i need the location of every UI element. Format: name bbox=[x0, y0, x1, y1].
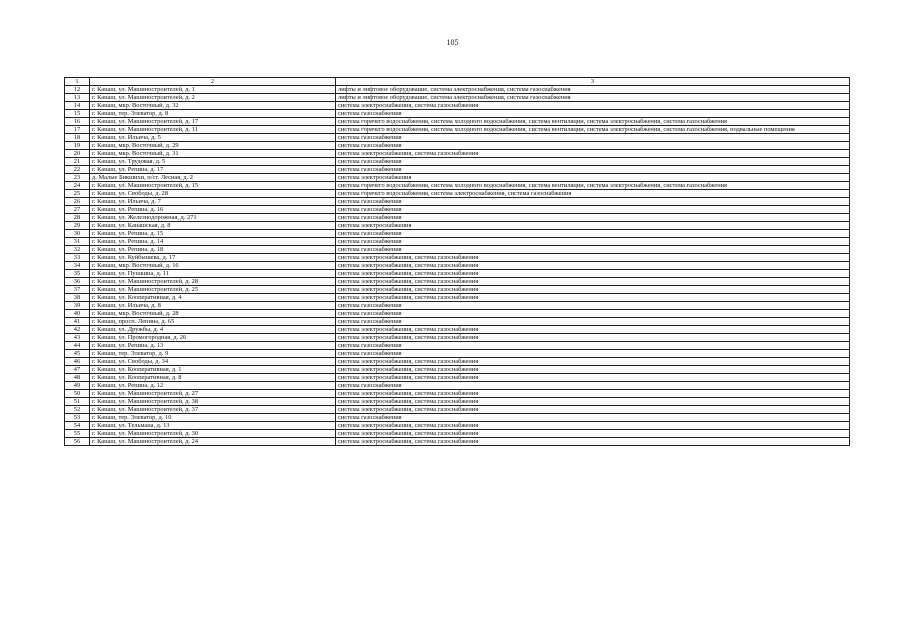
systems-cell: система электроснабжения, система газоснабжения bbox=[336, 102, 850, 110]
systems-cell: система электроснабжения, система газоснабжения bbox=[336, 286, 850, 294]
table-row bbox=[65, 302, 850, 310]
address-cell: г. Канаш, ул. Дружбы, д. 4 bbox=[90, 326, 336, 334]
row-number: 24 bbox=[65, 182, 90, 190]
row-number: 14 bbox=[65, 102, 90, 110]
row-number: 15 bbox=[65, 110, 90, 118]
page-number: 105 bbox=[446, 38, 459, 47]
address-cell: г. Канаш, ул. Машиностроителей, д. 11 bbox=[90, 126, 336, 134]
address-cell: г. Канаш, ул. Машиностроителей, д. 17 bbox=[90, 118, 336, 126]
header-col-3: 3 bbox=[336, 78, 850, 86]
address-cell: г. Канаш, ул. Кооперативная, д. 4 bbox=[90, 294, 336, 302]
table-row bbox=[65, 118, 850, 126]
address-cell: г. Канаш, ул. Репина, д. 18 bbox=[90, 246, 336, 254]
systems-cell: система газоснабжения bbox=[336, 206, 850, 214]
row-number: 21 bbox=[65, 158, 90, 166]
row-number: 54 bbox=[65, 422, 90, 430]
address-cell: г. Канаш, ул. Трудовая, д. 5 bbox=[90, 158, 336, 166]
systems-cell: система газоснабжения bbox=[336, 310, 850, 318]
table-row bbox=[65, 398, 850, 406]
address-cell: д. Малые Бикшихи, п/ст. Лесная, д. 2 bbox=[90, 174, 336, 182]
systems-cell: система электроснабжения, система газоснабжения bbox=[336, 326, 850, 334]
row-number: 20 bbox=[65, 150, 90, 158]
table-row bbox=[65, 174, 850, 182]
address-cell: г. Канаш, ул. Ильича, д. 7 bbox=[90, 198, 336, 206]
table-row bbox=[65, 214, 850, 222]
systems-cell: система электроснабжения bbox=[336, 174, 850, 182]
address-cell: г. Канаш, мкр. Восточный, д. 28 bbox=[90, 310, 336, 318]
address-cell: г. Канаш, ул. Репина, д. 17 bbox=[90, 166, 336, 174]
table-row bbox=[65, 126, 850, 134]
table-row bbox=[65, 222, 850, 230]
row-number: 38 bbox=[65, 294, 90, 302]
buildings-table bbox=[64, 77, 850, 446]
systems-cell: система горячего водоснабжения, система электроснабжения, система газоснабжения bbox=[336, 190, 850, 198]
row-number: 33 bbox=[65, 254, 90, 262]
table-row bbox=[65, 366, 850, 374]
table-row bbox=[65, 150, 850, 158]
address-cell: г. Канаш, ул. Кооперативная, д. 8 bbox=[90, 374, 336, 382]
systems-cell: система газоснабжения bbox=[336, 142, 850, 150]
table-row bbox=[65, 422, 850, 430]
address-cell: г. Канаш, ул. Машиностроителей, д. 30 bbox=[90, 430, 336, 438]
table-row bbox=[65, 406, 850, 414]
address-cell: г. Канаш, мкр. Восточный, д. 31 bbox=[90, 150, 336, 158]
table-header-row bbox=[65, 78, 850, 86]
table-row bbox=[65, 350, 850, 358]
address-cell: г. Канаш, ул. Пушкина, д. 11 bbox=[90, 270, 336, 278]
row-number: 31 bbox=[65, 238, 90, 246]
systems-cell: система электроснабжения, система газоснабжения bbox=[336, 334, 850, 342]
row-number: 30 bbox=[65, 230, 90, 238]
table-row bbox=[65, 342, 850, 350]
systems-cell: система электроснабжения, система газоснабжения bbox=[336, 374, 850, 382]
table-row bbox=[65, 166, 850, 174]
address-cell: г. Канаш, тер. Элеватор, д. 8 bbox=[90, 110, 336, 118]
systems-cell: система электроснабжения, система газоснабжения bbox=[336, 406, 850, 414]
row-number: 35 bbox=[65, 270, 90, 278]
address-cell: г. Канаш, тер. Элеватор, д. 10 bbox=[90, 414, 336, 422]
row-number: 42 bbox=[65, 326, 90, 334]
systems-cell: система газоснабжения bbox=[336, 198, 850, 206]
systems-cell: система газоснабжения bbox=[336, 166, 850, 174]
address-cell: г. Канаш, ул. Машиностроителей, д. 24 bbox=[90, 438, 336, 446]
row-number: 56 bbox=[65, 438, 90, 446]
row-number: 41 bbox=[65, 318, 90, 326]
address-cell: г. Канаш, ул. Свободы, д. 28 bbox=[90, 190, 336, 198]
systems-cell: система газоснабжения bbox=[336, 214, 850, 222]
table-row bbox=[65, 438, 850, 446]
table-row bbox=[65, 318, 850, 326]
systems-cell: система горячего водоснабжения, система холодного водоснабжения, система вентиляции, система электроснабжения, система газоснабжения, подвальные помещения bbox=[336, 126, 850, 134]
header-col-1: 1 bbox=[65, 78, 90, 86]
table-row bbox=[65, 382, 850, 390]
table-row bbox=[65, 238, 850, 246]
row-number: 25 bbox=[65, 190, 90, 198]
table-row bbox=[65, 390, 850, 398]
systems-cell: система электроснабжения, система газоснабжения bbox=[336, 278, 850, 286]
row-number: 39 bbox=[65, 302, 90, 310]
row-number: 22 bbox=[65, 166, 90, 174]
systems-cell: система горячего водоснабжения, система холодного водоснабжения, система вентиляции, система электроснабжения, система газоснабжения bbox=[336, 182, 850, 190]
address-cell: г. Канаш, ул. Тельмана, д. 13 bbox=[90, 422, 336, 430]
systems-cell: система газоснабжения bbox=[336, 110, 850, 118]
row-number: 19 bbox=[65, 142, 90, 150]
table-row bbox=[65, 270, 850, 278]
systems-cell: система электроснабжения, система газоснабжения bbox=[336, 254, 850, 262]
row-number: 51 bbox=[65, 398, 90, 406]
row-number: 27 bbox=[65, 206, 90, 214]
table-row bbox=[65, 230, 850, 238]
systems-cell: система электроснабжения, система газоснабжения bbox=[336, 422, 850, 430]
address-cell: г. Канаш, ул. Машиностроителей, д. 2 bbox=[90, 94, 336, 102]
systems-cell: система газоснабжения bbox=[336, 382, 850, 390]
table-row bbox=[65, 294, 850, 302]
systems-cell: система электроснабжения, система газоснабжения bbox=[336, 390, 850, 398]
address-cell: г. Канаш, мкр. Восточный, д. 32 bbox=[90, 102, 336, 110]
row-number: 37 bbox=[65, 286, 90, 294]
address-cell: г. Канаш, ул. Репина, д. 12 bbox=[90, 382, 336, 390]
row-number: 49 bbox=[65, 382, 90, 390]
row-number: 53 bbox=[65, 414, 90, 422]
row-number: 43 bbox=[65, 334, 90, 342]
table-row bbox=[65, 358, 850, 366]
systems-cell: система газоснабжения bbox=[336, 238, 850, 246]
table-row bbox=[65, 310, 850, 318]
address-cell: г. Канаш, мкр. Восточный, д. 29 bbox=[90, 142, 336, 150]
systems-cell: система газоснабжения bbox=[336, 158, 850, 166]
address-cell: г. Канаш, ул. Машиностроителей, д. 27 bbox=[90, 390, 336, 398]
row-number: 47 bbox=[65, 366, 90, 374]
table-row bbox=[65, 142, 850, 150]
systems-cell: система электроснабжения, система газоснабжения bbox=[336, 294, 850, 302]
address-cell: г. Канаш, ул. Машиностроителей, д. 1 bbox=[90, 86, 336, 94]
systems-cell: система электроснабжения, система газоснабжения bbox=[336, 430, 850, 438]
table-body bbox=[65, 78, 850, 446]
address-cell: г. Канаш, мкр. Восточный, д. 16 bbox=[90, 262, 336, 270]
systems-cell: лифты и лифтовое оборудование, система электроснабжения, система газоснабжения bbox=[336, 86, 850, 94]
address-cell: г. Канаш, просп. Ленина, д. 65 bbox=[90, 318, 336, 326]
address-cell: г. Канаш, ул. Машиностроителей, д. 15 bbox=[90, 182, 336, 190]
table-row bbox=[65, 102, 850, 110]
address-cell: г. Канаш, ул. Репина, д. 15 bbox=[90, 230, 336, 238]
row-number: 44 bbox=[65, 342, 90, 350]
row-number: 45 bbox=[65, 350, 90, 358]
header-col-2: 2 bbox=[90, 78, 336, 86]
table-row bbox=[65, 206, 850, 214]
systems-cell: система электроснабжения, система газоснабжения bbox=[336, 366, 850, 374]
systems-cell: система газоснабжения bbox=[336, 414, 850, 422]
row-number: 29 bbox=[65, 222, 90, 230]
systems-cell: система электроснабжения, система газоснабжения bbox=[336, 262, 850, 270]
systems-cell: система газоснабжения bbox=[336, 302, 850, 310]
systems-cell: система газоснабжения bbox=[336, 342, 850, 350]
row-number: 16 bbox=[65, 118, 90, 126]
row-number: 48 bbox=[65, 374, 90, 382]
table-row bbox=[65, 182, 850, 190]
address-cell: г. Канаш, ул. Репина, д. 14 bbox=[90, 238, 336, 246]
table-row bbox=[65, 278, 850, 286]
address-cell: г. Канаш, ул. Свободы, д. 34 bbox=[90, 358, 336, 366]
systems-cell: система электроснабжения bbox=[336, 222, 850, 230]
table-row bbox=[65, 262, 850, 270]
table-row bbox=[65, 94, 850, 102]
row-number: 34 bbox=[65, 262, 90, 270]
table-row bbox=[65, 198, 850, 206]
table-row bbox=[65, 430, 850, 438]
address-cell: г. Канаш, ул. Ильича, д. 8 bbox=[90, 302, 336, 310]
row-number: 28 bbox=[65, 214, 90, 222]
address-cell: г. Канаш, ул. Машиностроителей, д. 37 bbox=[90, 406, 336, 414]
row-number: 55 bbox=[65, 430, 90, 438]
table-row bbox=[65, 326, 850, 334]
table-row bbox=[65, 286, 850, 294]
systems-cell: система горячего водоснабжения, система холодного водоснабжения, система вентиляции, система электроснабжения, система газоснабжения bbox=[336, 118, 850, 126]
row-number: 23 bbox=[65, 174, 90, 182]
address-cell: г. Канаш, ул. Канашская, д. 8 bbox=[90, 222, 336, 230]
row-number: 50 bbox=[65, 390, 90, 398]
address-cell: г. Канаш, тер. Элеватор, д. 9 bbox=[90, 350, 336, 358]
systems-cell: система газоснабжения bbox=[336, 230, 850, 238]
table-row bbox=[65, 110, 850, 118]
systems-cell: система газоснабжения bbox=[336, 134, 850, 142]
row-number: 18 bbox=[65, 134, 90, 142]
table-row bbox=[65, 134, 850, 142]
systems-cell: система газоснабжения bbox=[336, 246, 850, 254]
row-number: 26 bbox=[65, 198, 90, 206]
row-number: 36 bbox=[65, 278, 90, 286]
address-cell: г. Канаш, ул. Железнодорожная, д. 271 bbox=[90, 214, 336, 222]
systems-cell: система газоснабжения bbox=[336, 318, 850, 326]
systems-cell: система электроснабжения, система газоснабжения bbox=[336, 398, 850, 406]
row-number: 52 bbox=[65, 406, 90, 414]
row-number: 17 bbox=[65, 126, 90, 134]
address-cell: г. Канаш, ул. Машиностроителей, д. 38 bbox=[90, 398, 336, 406]
systems-cell: система электроснабжения, система газоснабжения bbox=[336, 438, 850, 446]
address-cell: г. Канаш, ул. Кооперативная, д. 1 bbox=[90, 366, 336, 374]
address-cell: г. Канаш, ул. Репина, д. 16 bbox=[90, 206, 336, 214]
systems-cell: система газоснабжения bbox=[336, 350, 850, 358]
systems-cell: система электроснабжения, система газоснабжения bbox=[336, 150, 850, 158]
table-row bbox=[65, 254, 850, 262]
row-number: 12 bbox=[65, 86, 90, 94]
table-row bbox=[65, 334, 850, 342]
address-cell: г. Канаш, ул. Репина, д. 13 bbox=[90, 342, 336, 350]
address-cell: г. Канаш, ул. Куйбышева, д. 17 bbox=[90, 254, 336, 262]
table-row bbox=[65, 246, 850, 254]
table-row bbox=[65, 190, 850, 198]
table-row bbox=[65, 374, 850, 382]
address-cell: г. Канаш, ул. Машиностроителей, д. 25 bbox=[90, 286, 336, 294]
row-number: 40 bbox=[65, 310, 90, 318]
row-number: 46 bbox=[65, 358, 90, 366]
row-number: 13 bbox=[65, 94, 90, 102]
address-cell: г. Канаш, ул. Ильича, д. 5 bbox=[90, 134, 336, 142]
systems-cell: лифты и лифтовое оборудование, система электроснабжения, система газоснабжения bbox=[336, 94, 850, 102]
systems-cell: система электроснабжения, система газоснабжения bbox=[336, 358, 850, 366]
table-row bbox=[65, 86, 850, 94]
address-cell: г. Канаш, ул. Машиностроителей, д. 28 bbox=[90, 278, 336, 286]
systems-cell: система электроснабжения, система газоснабжения bbox=[336, 270, 850, 278]
address-cell: г. Канаш, ул. Промогородная, д. 26 bbox=[90, 334, 336, 342]
row-number: 32 bbox=[65, 246, 90, 254]
table-row bbox=[65, 414, 850, 422]
table-row bbox=[65, 158, 850, 166]
